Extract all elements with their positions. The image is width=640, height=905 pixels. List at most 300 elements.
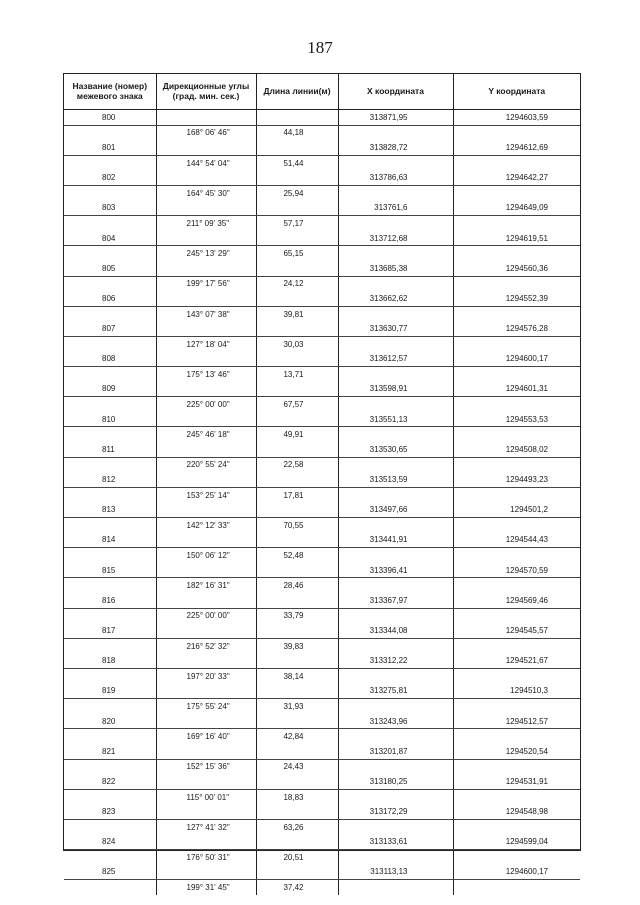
line-length-cell <box>256 502 338 517</box>
table-row-point <box>64 563 580 578</box>
marker-name-cell <box>64 668 156 683</box>
marker-name-cell: 809 <box>64 382 156 397</box>
line-length-cell: 39,81 <box>256 306 338 321</box>
x-coordinate-cell: 313662,62 <box>338 291 453 306</box>
marker-name-cell: 821 <box>64 744 156 759</box>
line-length-cell <box>256 835 338 850</box>
direction-angle-cell: 175° 55' 24" <box>156 699 256 714</box>
y-coordinate-cell: 1294649,09 <box>453 201 580 216</box>
line-length-cell: 49,91 <box>256 427 338 442</box>
table-row-point <box>64 321 580 336</box>
marker-name-cell: 810 <box>64 412 156 427</box>
marker-name-cell <box>64 155 156 170</box>
y-coordinate-cell <box>453 699 580 714</box>
table-row-segment <box>64 306 580 321</box>
page-number: 187 <box>307 38 333 57</box>
y-coordinate-cell <box>453 850 580 865</box>
table-row-segment <box>64 276 580 291</box>
table-row-segment <box>64 367 580 382</box>
table-row-point <box>64 623 580 638</box>
direction-angle-cell <box>156 140 256 155</box>
marker-name-cell: 818 <box>64 653 156 668</box>
line-length-cell <box>256 774 338 789</box>
direction-angle-cell: 168° 06' 46" <box>156 125 256 140</box>
marker-name-cell <box>64 699 156 714</box>
marker-name-cell: 820 <box>64 714 156 729</box>
y-coordinate-cell: 1294560,36 <box>453 261 580 276</box>
direction-angle-cell: 225° 00' 00" <box>156 397 256 412</box>
marker-name-cell: 817 <box>64 623 156 638</box>
marker-name-cell <box>64 397 156 412</box>
y-coordinate-cell <box>453 427 580 442</box>
x-coordinate-cell: 313133,61 <box>338 835 453 850</box>
marker-name-cell <box>64 850 156 865</box>
y-coordinate-cell: 1294570,59 <box>453 563 580 578</box>
line-length-cell: 39,83 <box>256 638 338 653</box>
y-coordinate-cell <box>453 397 580 412</box>
y-coordinate-cell: 1294612,69 <box>453 140 580 155</box>
marker-name-cell <box>64 246 156 261</box>
line-length-cell <box>256 684 338 699</box>
direction-angle-cell: 225° 00' 00" <box>156 608 256 623</box>
x-coordinate-cell <box>338 548 453 563</box>
line-length-cell: 30,03 <box>256 336 338 351</box>
direction-angle-cell: 199° 31' 45" <box>156 880 256 895</box>
marker-name-cell: 801 <box>64 140 156 155</box>
y-coordinate-cell <box>453 125 580 140</box>
table-body <box>64 110 580 895</box>
x-coordinate-cell: 313530,65 <box>338 442 453 457</box>
x-coordinate-cell: 313497,66 <box>338 502 453 517</box>
table-row-point <box>64 774 580 789</box>
x-coordinate-cell <box>338 850 453 865</box>
line-length-cell: 28,46 <box>256 578 338 593</box>
marker-name-cell: 824 <box>64 835 156 850</box>
marker-name-cell <box>64 125 156 140</box>
y-coordinate-cell <box>453 880 580 895</box>
direction-angle-cell <box>156 201 256 216</box>
x-coordinate-cell: 313113,13 <box>338 865 453 880</box>
y-coordinate-cell <box>453 457 580 472</box>
y-coordinate-cell: 1294520,54 <box>453 744 580 759</box>
boundary-coordinates-table <box>64 74 580 895</box>
line-length-cell: 13,71 <box>256 367 338 382</box>
marker-name-cell <box>64 367 156 382</box>
marker-name-cell <box>64 638 156 653</box>
line-length-cell <box>256 533 338 548</box>
direction-angle-cell <box>156 321 256 336</box>
direction-angle-cell: 143° 07' 38" <box>156 306 256 321</box>
y-coordinate-cell: 1294642,27 <box>453 170 580 185</box>
direction-angle-cell: 153° 25' 14" <box>156 487 256 502</box>
line-length-cell <box>256 261 338 276</box>
table-row-segment <box>64 638 580 653</box>
y-coordinate-cell <box>453 578 580 593</box>
direction-angle-cell <box>156 110 256 126</box>
marker-name-cell: 808 <box>64 352 156 367</box>
direction-angle-cell: 127° 41' 32" <box>156 819 256 834</box>
table-row-point <box>64 291 580 306</box>
direction-angle-cell: 142° 12' 33" <box>156 518 256 533</box>
table-row-segment <box>64 789 580 804</box>
y-coordinate-cell <box>453 638 580 653</box>
y-coordinate-cell: 1294531,91 <box>453 774 580 789</box>
x-coordinate-cell <box>338 125 453 140</box>
y-coordinate-cell: 1294576,28 <box>453 321 580 336</box>
line-length-cell: 44,18 <box>256 125 338 140</box>
x-coordinate-cell: 313367,97 <box>338 593 453 608</box>
x-coordinate-cell: 313275,81 <box>338 684 453 699</box>
direction-angle-cell: 199° 17' 56" <box>156 276 256 291</box>
table-row-segment <box>64 155 580 170</box>
marker-name-cell: 822 <box>64 774 156 789</box>
x-coordinate-cell <box>338 819 453 834</box>
marker-name-cell <box>64 578 156 593</box>
marker-name-cell: 804 <box>64 231 156 246</box>
table-row-point <box>64 502 580 517</box>
table-row-point <box>64 533 580 548</box>
line-length-cell <box>256 653 338 668</box>
table-row-segment <box>64 185 580 200</box>
direction-angle-cell: 144° 54' 04" <box>156 155 256 170</box>
direction-angle-cell <box>156 170 256 185</box>
line-length-cell: 17,81 <box>256 487 338 502</box>
y-coordinate-cell: 1294545,57 <box>453 623 580 638</box>
table-row-point <box>64 261 580 276</box>
x-coordinate-cell: 313786,63 <box>338 170 453 185</box>
table-row-segment <box>64 668 580 683</box>
direction-angle-cell: 115° 00' 01" <box>156 789 256 804</box>
direction-angle-cell: 245° 46' 18" <box>156 427 256 442</box>
line-length-cell <box>256 110 338 126</box>
x-coordinate-cell: 313396,41 <box>338 563 453 578</box>
table-row-segment <box>64 246 580 261</box>
line-length-cell: 31,93 <box>256 699 338 714</box>
marker-name-cell: 806 <box>64 291 156 306</box>
line-length-cell: 38,14 <box>256 668 338 683</box>
direction-angle-cell: 197° 20' 33" <box>156 668 256 683</box>
x-coordinate-cell: 313685,38 <box>338 261 453 276</box>
table-row-segment <box>64 578 580 593</box>
line-length-cell <box>256 231 338 246</box>
table-row-segment <box>64 487 580 502</box>
table-row-point <box>64 684 580 699</box>
marker-name-cell: 802 <box>64 170 156 185</box>
y-coordinate-cell <box>453 759 580 774</box>
header-x-coordinate: X координата <box>338 74 453 110</box>
line-length-cell: 57,17 <box>256 216 338 231</box>
line-length-cell <box>256 593 338 608</box>
marker-name-cell <box>64 487 156 502</box>
marker-name-cell <box>64 306 156 321</box>
x-coordinate-cell: 313761,6 <box>338 201 453 216</box>
table-row-segment <box>64 819 580 834</box>
marker-name-cell: 825 <box>64 865 156 880</box>
table-row-segment <box>64 518 580 533</box>
x-coordinate-cell <box>338 668 453 683</box>
table-row-point <box>64 231 580 246</box>
y-coordinate-cell <box>453 729 580 744</box>
x-coordinate-cell <box>338 457 453 472</box>
marker-name-cell <box>64 185 156 200</box>
line-length-cell: 51,44 <box>256 155 338 170</box>
y-coordinate-cell: 1294619,51 <box>453 231 580 246</box>
table-row-point <box>64 352 580 367</box>
y-coordinate-cell <box>453 336 580 351</box>
line-length-cell: 42,84 <box>256 729 338 744</box>
y-coordinate-cell: 1294493,23 <box>453 472 580 487</box>
table-row-segment <box>64 397 580 412</box>
table-row-segment <box>64 457 580 472</box>
table-row-point <box>64 804 580 819</box>
line-length-cell <box>256 412 338 427</box>
y-coordinate-cell <box>453 185 580 200</box>
direction-angle-cell: 164° 45' 30" <box>156 185 256 200</box>
y-coordinate-cell <box>453 276 580 291</box>
y-coordinate-cell: 1294548,98 <box>453 804 580 819</box>
x-coordinate-cell <box>338 880 453 895</box>
line-length-cell <box>256 442 338 457</box>
x-coordinate-cell <box>338 729 453 744</box>
x-coordinate-cell: 313344,08 <box>338 623 453 638</box>
table-row-point <box>64 472 580 487</box>
y-coordinate-cell: 1294512,57 <box>453 714 580 729</box>
y-coordinate-cell: 1294603,59 <box>453 110 580 126</box>
line-length-cell: 20,51 <box>256 850 338 865</box>
table-row-segment <box>64 608 580 623</box>
marker-name-cell <box>64 880 156 895</box>
line-length-cell <box>256 804 338 819</box>
direction-angle-cell <box>156 472 256 487</box>
direction-angle-cell <box>156 502 256 517</box>
line-length-cell: 70,55 <box>256 518 338 533</box>
x-coordinate-cell: 313312,22 <box>338 653 453 668</box>
table-row-point <box>64 412 580 427</box>
x-coordinate-cell <box>338 397 453 412</box>
line-length-cell: 25,94 <box>256 185 338 200</box>
marker-name-cell: 819 <box>64 684 156 699</box>
marker-name-cell: 803 <box>64 201 156 216</box>
x-coordinate-cell <box>338 155 453 170</box>
y-coordinate-cell <box>453 668 580 683</box>
x-coordinate-cell: 313551,13 <box>338 412 453 427</box>
line-length-cell: 24,43 <box>256 759 338 774</box>
x-coordinate-cell: 313712,68 <box>338 231 453 246</box>
table-row-point <box>64 865 580 880</box>
x-coordinate-cell <box>338 367 453 382</box>
x-coordinate-cell <box>338 246 453 261</box>
y-coordinate-cell <box>453 487 580 502</box>
marker-name-cell <box>64 729 156 744</box>
y-coordinate-cell <box>453 789 580 804</box>
table-row-point <box>64 744 580 759</box>
header-line-length: Длина линии(м) <box>256 74 338 110</box>
marker-name-cell: 813 <box>64 502 156 517</box>
x-coordinate-cell <box>338 789 453 804</box>
table-row-point <box>64 382 580 397</box>
direction-angle-cell <box>156 774 256 789</box>
table-row-point <box>64 653 580 668</box>
line-length-cell <box>256 321 338 336</box>
direction-angle-cell <box>156 714 256 729</box>
marker-name-cell: 814 <box>64 533 156 548</box>
x-coordinate-cell <box>338 185 453 200</box>
x-coordinate-cell <box>338 427 453 442</box>
direction-angle-cell <box>156 382 256 397</box>
y-coordinate-cell <box>453 548 580 563</box>
direction-angle-cell: 175° 13' 46" <box>156 367 256 382</box>
line-length-cell <box>256 170 338 185</box>
y-coordinate-cell <box>453 367 580 382</box>
y-coordinate-cell: 1294553,53 <box>453 412 580 427</box>
table-row-point <box>64 714 580 729</box>
direction-angle-cell: 150° 06' 12" <box>156 548 256 563</box>
y-coordinate-cell <box>453 306 580 321</box>
y-coordinate-cell: 1294569,46 <box>453 593 580 608</box>
header-marker-name: Название (номер) межевого знака <box>64 74 156 110</box>
marker-name-cell: 815 <box>64 563 156 578</box>
table-row-point <box>64 201 580 216</box>
table-row-point <box>64 593 580 608</box>
y-coordinate-cell: 1294600,17 <box>453 352 580 367</box>
x-coordinate-cell: 313172,29 <box>338 804 453 819</box>
table-row-segment <box>64 427 580 442</box>
table-row-segment <box>64 699 580 714</box>
line-length-cell: 18,83 <box>256 789 338 804</box>
x-coordinate-cell: 313828,72 <box>338 140 453 155</box>
line-length-cell: 65,15 <box>256 246 338 261</box>
y-coordinate-cell <box>453 216 580 231</box>
direction-angle-cell <box>156 653 256 668</box>
direction-angle-cell <box>156 684 256 699</box>
y-coordinate-cell <box>453 608 580 623</box>
marker-name-cell: 807 <box>64 321 156 336</box>
line-length-cell <box>256 140 338 155</box>
marker-name-cell <box>64 759 156 774</box>
direction-angle-cell: 127° 18' 04" <box>156 336 256 351</box>
y-coordinate-cell: 1294600,17 <box>453 865 580 880</box>
y-coordinate-cell: 1294521,67 <box>453 653 580 668</box>
marker-name-cell: 805 <box>64 261 156 276</box>
table-row-point <box>64 170 580 185</box>
header-direction-angles: Дирекционные углы (град. мин. сек.) <box>156 74 256 110</box>
line-length-cell <box>256 563 338 578</box>
marker-name-cell: 811 <box>64 442 156 457</box>
direction-angle-cell <box>156 593 256 608</box>
y-coordinate-cell: 1294508,02 <box>453 442 580 457</box>
line-length-cell <box>256 201 338 216</box>
table-row-segment <box>64 759 580 774</box>
x-coordinate-cell: 313871,95 <box>338 110 453 126</box>
line-length-cell <box>256 352 338 367</box>
y-coordinate-cell: 1294501,2 <box>453 502 580 517</box>
y-coordinate-cell: 1294510,3 <box>453 684 580 699</box>
line-length-cell <box>256 291 338 306</box>
marker-name-cell <box>64 518 156 533</box>
marker-name-cell <box>64 789 156 804</box>
x-coordinate-cell: 313441,91 <box>338 533 453 548</box>
table-header-row <box>64 74 580 110</box>
x-coordinate-cell <box>338 518 453 533</box>
direction-angle-cell: 169° 16' 40" <box>156 729 256 744</box>
line-length-cell <box>256 865 338 880</box>
y-coordinate-cell: 1294552,39 <box>453 291 580 306</box>
direction-angle-cell: 182° 16' 31" <box>156 578 256 593</box>
marker-name-cell <box>64 336 156 351</box>
marker-name-cell <box>64 457 156 472</box>
x-coordinate-cell <box>338 608 453 623</box>
x-coordinate-cell <box>338 306 453 321</box>
y-coordinate-cell: 1294544,43 <box>453 533 580 548</box>
x-coordinate-cell: 313201,87 <box>338 744 453 759</box>
marker-name-cell <box>64 548 156 563</box>
direction-angle-cell <box>156 835 256 850</box>
direction-angle-cell: 220° 55' 24" <box>156 457 256 472</box>
direction-angle-cell: 211° 09' 35" <box>156 216 256 231</box>
line-length-cell: 63,26 <box>256 819 338 834</box>
marker-name-cell <box>64 276 156 291</box>
line-length-cell: 33,79 <box>256 608 338 623</box>
table-row-segment <box>64 880 580 895</box>
table-row-segment <box>64 548 580 563</box>
table-row-segment <box>64 216 580 231</box>
header-y-coordinate: Y координата <box>453 74 580 110</box>
marker-name-cell: 816 <box>64 593 156 608</box>
direction-angle-cell <box>156 291 256 306</box>
y-coordinate-cell <box>453 819 580 834</box>
marker-name-cell <box>64 427 156 442</box>
x-coordinate-cell <box>338 699 453 714</box>
direction-angle-cell <box>156 563 256 578</box>
x-coordinate-cell <box>338 759 453 774</box>
y-coordinate-cell <box>453 155 580 170</box>
line-length-cell <box>256 744 338 759</box>
line-length-cell <box>256 623 338 638</box>
table-row-segment <box>64 125 580 140</box>
marker-name-cell: 800 <box>64 110 156 126</box>
y-coordinate-cell <box>453 518 580 533</box>
x-coordinate-cell: 313243,96 <box>338 714 453 729</box>
table-row-segment <box>64 850 580 865</box>
line-length-cell <box>256 382 338 397</box>
direction-angle-cell: 216° 52' 32" <box>156 638 256 653</box>
direction-angle-cell <box>156 804 256 819</box>
direction-angle-cell: 245° 13' 29" <box>156 246 256 261</box>
direction-angle-cell: 152° 15' 36" <box>156 759 256 774</box>
direction-angle-cell <box>156 865 256 880</box>
x-coordinate-cell <box>338 638 453 653</box>
marker-name-cell: 823 <box>64 804 156 819</box>
y-coordinate-cell: 1294601,31 <box>453 382 580 397</box>
boundary-coordinates-table-frame <box>63 73 581 893</box>
direction-angle-cell <box>156 412 256 427</box>
line-length-cell: 37,42 <box>256 880 338 895</box>
x-coordinate-cell <box>338 336 453 351</box>
x-coordinate-cell: 313180,25 <box>338 774 453 789</box>
direction-angle-cell <box>156 261 256 276</box>
line-length-cell: 67,57 <box>256 397 338 412</box>
marker-name-cell: 812 <box>64 472 156 487</box>
x-coordinate-cell: 313598,91 <box>338 382 453 397</box>
table-row-segment <box>64 336 580 351</box>
direction-angle-cell <box>156 442 256 457</box>
table-row-point <box>64 835 580 850</box>
line-length-cell <box>256 472 338 487</box>
x-coordinate-cell: 313612,57 <box>338 352 453 367</box>
y-coordinate-cell: 1294599,04 <box>453 835 580 850</box>
direction-angle-cell <box>156 231 256 246</box>
direction-angle-cell <box>156 352 256 367</box>
